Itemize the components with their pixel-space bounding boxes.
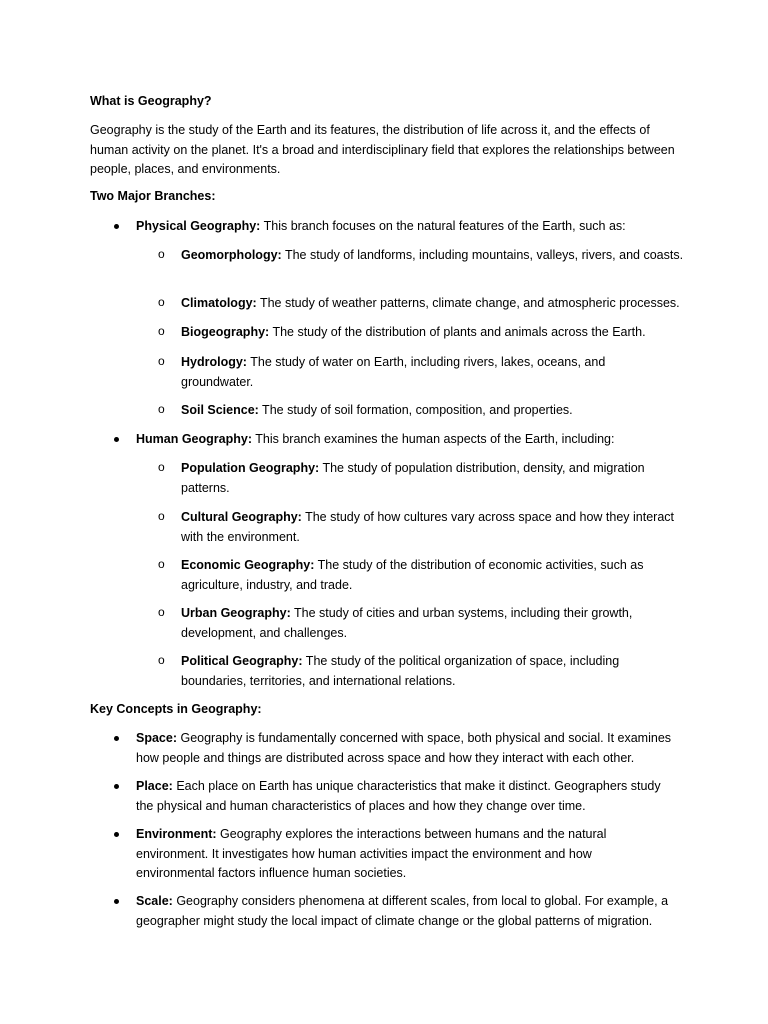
circle-bullet-icon: o: [158, 402, 165, 416]
sub-item-label: Cultural Geography:: [181, 510, 302, 524]
sub-item-label: Hydrology:: [181, 355, 247, 369]
sub-item-label: Urban Geography:: [181, 606, 291, 620]
item-label: Scale:: [136, 894, 173, 908]
branches-heading: Two Major Branches:: [90, 189, 216, 203]
bullet-icon: [113, 899, 121, 907]
list-item-physical: [136, 217, 696, 237]
sub-item-label: Population Geography:: [181, 461, 320, 475]
item-text: Geography considers phenomena at different scales, from local to global. For example, a geographer might study the local impact of climate change or the global patterns of migration.: [136, 894, 669, 928]
sub-item-label: Political Geography:: [181, 654, 303, 668]
bullet-icon: [113, 224, 121, 232]
sub-item-label: Economic Geography:: [181, 558, 315, 572]
sub-item-political: [181, 652, 631, 691]
sub-item-text: The study of cities and urban systems, including their growth, development, and challenges.: [181, 606, 633, 640]
sub-item-text: The study of population distribution, density, and migration patterns.: [181, 461, 645, 495]
item-label: Physical Geography:: [136, 219, 261, 233]
sub-item-geomorphology: [181, 246, 696, 266]
list-item-place: [136, 777, 661, 816]
list-item-scale: [136, 892, 671, 931]
sub-item-soil-science: [181, 401, 696, 421]
sub-item-urban: [181, 604, 641, 643]
page-title: What is Geography?: [90, 94, 212, 108]
sub-item-text: The study of the political organization of space, including boundaries, territories, and international relations.: [181, 654, 620, 688]
sub-item-text: The study of the distribution of economic activities, such as agriculture, industry, and trade.: [181, 558, 644, 592]
circle-bullet-icon: o: [158, 295, 165, 309]
item-text: Each place on Earth has unique characteristics that make it distinct. Geographers study the physical and human characteristics of places and how they change over time.: [136, 779, 661, 813]
circle-bullet-icon: o: [158, 509, 165, 523]
sub-item-cultural: [181, 508, 676, 547]
circle-bullet-icon: o: [158, 354, 165, 368]
bullet-icon: [113, 437, 121, 445]
item-label: Environment:: [136, 827, 217, 841]
sub-item-text: The study of how cultures vary across space and how they interact with the environment.: [181, 510, 675, 544]
sub-item-text: The study of water on Earth, including rivers, lakes, oceans, and groundwater.: [181, 355, 606, 389]
item-text: Geography explores the interactions between humans and the natural environment. It investigates how human activities impact the environment and how environmental factors influence human societies.: [136, 827, 607, 880]
circle-bullet-icon: o: [158, 653, 165, 667]
bullet-icon: [113, 736, 121, 744]
intro-paragraph: Geography is the study of the Earth and its features, the distribution of life across it, and the effects of human activity on the planet. It's a broad and interdisciplinary field that explores the relationships between people, places, and environments.: [90, 123, 675, 176]
bullet-icon: [113, 784, 121, 792]
sub-item-text: The study of weather patterns, climate change, and atmospheric processes.: [256, 296, 680, 310]
sub-item-label: Geomorphology:: [181, 248, 282, 262]
bullet-icon: [113, 832, 121, 840]
circle-bullet-icon: o: [158, 247, 165, 261]
sub-item-label: Climatology:: [181, 296, 257, 310]
circle-bullet-icon: o: [158, 605, 165, 619]
item-text: This branch examines the human aspects of the Earth, including:: [252, 432, 615, 446]
item-label: Space:: [136, 731, 177, 745]
circle-bullet-icon: o: [158, 557, 165, 571]
item-label: Human Geography:: [136, 432, 252, 446]
sub-item-economic: [181, 556, 656, 595]
sub-item-population: [181, 459, 666, 498]
sub-item-label: Soil Science:: [181, 403, 259, 417]
circle-bullet-icon: o: [158, 324, 165, 338]
item-label: Place:: [136, 779, 173, 793]
item-text: This branch focuses on the natural features of the Earth, such as:: [260, 219, 626, 233]
list-item-environment: [136, 825, 611, 884]
sub-item-text: The study of the distribution of plants and animals across the Earth.: [269, 325, 646, 339]
sub-item-text: The study of soil formation, composition, and properties.: [258, 403, 573, 417]
sub-item-label: Biogeography:: [181, 325, 270, 339]
circle-bullet-icon: o: [158, 460, 165, 474]
sub-item-climatology: [181, 294, 696, 314]
sub-item-biogeography: [181, 323, 696, 343]
concepts-heading: Key Concepts in Geography:: [90, 702, 262, 716]
list-item-human: [136, 430, 696, 450]
sub-item-text: The study of landforms, including mountains, valleys, rivers, and coasts.: [281, 248, 684, 262]
list-item-space: [136, 729, 676, 768]
sub-item-hydrology: [181, 353, 621, 392]
item-text: Geography is fundamentally concerned with space, both physical and social. It examines how people and things are distributed across space and how they interact with each other.: [136, 731, 672, 765]
